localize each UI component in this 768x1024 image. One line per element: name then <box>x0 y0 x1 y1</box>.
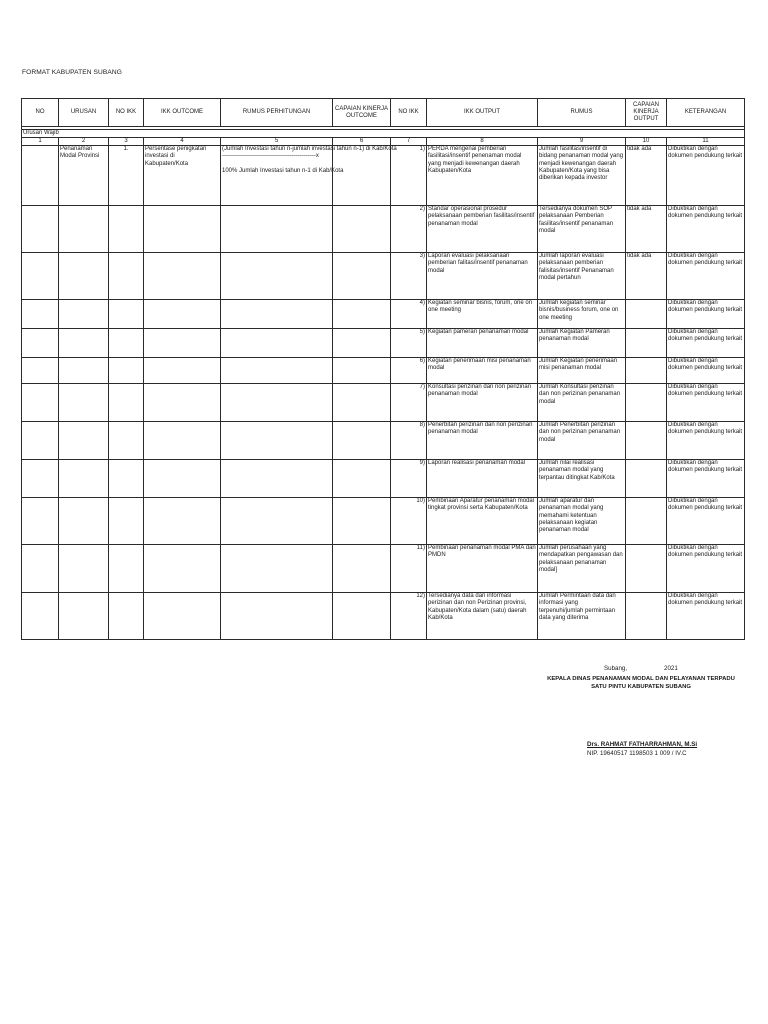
cell-keterangan: Dibuktikan dengan dokumen pendukung terkait <box>667 384 745 422</box>
cell-ikk-output: Laporan evaluasi pelaksanaan pemberian falitas/insentif penanaman modal <box>427 253 538 300</box>
cell-no-ikk-output: 8) <box>391 422 427 460</box>
cell-ikk-output: Penerbitan perizinan dan non perizinan penanaman modal <box>427 422 538 460</box>
cell-no-ikk-output: 11) <box>391 545 427 593</box>
cell-no <box>22 300 59 329</box>
cell-rumus: Jumlah Penerbitan perizinan dan non perizinan penanaman modal <box>538 422 626 460</box>
cell-rumus-perhitungan <box>221 358 333 384</box>
cell-rumus: Jumlah Konsultasi perizinan dan non perizinan penanaman modal <box>538 384 626 422</box>
cell-rumus: Jumlah perusahaan yang mendapatkan pengawasan dan pelaksanaan penanaman modal] <box>538 545 626 593</box>
signature-year: 2021 <box>664 665 678 672</box>
cell-ikk-output: Konsultasi perizinan dan non perizinan penanaman modal <box>427 384 538 422</box>
table-row <box>22 253 745 300</box>
col-number: 3 <box>109 138 144 146</box>
cell-keterangan: Dibuktikan dengan dokumen pendukung terkait <box>667 545 745 593</box>
cell-ikk-output: PERDA mengenai pemberian fasilitasi/insentif penenaman modal yang menjadi kewenangan daerah Kabupaten/Kota <box>427 146 538 206</box>
formula-denominator: 100% Jumlah Investasi tahun n-1 di Kab/Kota <box>222 167 344 174</box>
table-row <box>22 460 745 498</box>
table-row <box>22 593 745 640</box>
cell-urusan: Penanaman Modal Provinsi <box>59 146 109 206</box>
cell-capaian-output <box>626 498 667 545</box>
col-header-capaian-outcome: CAPAIAN KINERJA OUTCOME <box>333 99 391 127</box>
cell-rumus-perhitungan <box>221 422 333 460</box>
cell-rumus-perhitungan <box>221 206 333 253</box>
cell-capaian-output <box>626 329 667 358</box>
col-number: 9 <box>538 138 626 146</box>
cell-ikk-outcome <box>144 329 221 358</box>
section-row <box>22 130 745 138</box>
cell-rumus: Jumlah Kegiatan Pameran penanaman modal <box>538 329 626 358</box>
cell-ikk-output: Pembinaan Aparatur penanaman modal tingkat provinsi serta Kabupaten/Kota <box>427 498 538 545</box>
cell-urusan <box>59 593 109 640</box>
cell-no <box>22 422 59 460</box>
cell-rumus: Jumlah laporan evaluasi pelaksanaan pemberian falisitas/insentif Penanaman modal pertahun <box>538 253 626 300</box>
cell-ikk-outcome <box>144 206 221 253</box>
cell-capaian-outcome <box>333 422 391 460</box>
col-header-no-ikk-output: NO IKK <box>391 99 427 127</box>
cell-no-ikk <box>109 460 144 498</box>
cell-no-ikk: 1. <box>109 146 144 206</box>
page-title: FORMAT KABUPATEN SUBANG <box>22 69 122 76</box>
cell-no <box>22 358 59 384</box>
section-label: Urusan Wajib <box>22 130 109 138</box>
cell-rumus-perhitungan <box>221 253 333 300</box>
formula-spacer <box>222 161 331 168</box>
cell-no <box>22 206 59 253</box>
cell-no-ikk-output: 1) <box>391 146 427 206</box>
col-number: 4 <box>144 138 221 146</box>
cell-ikk-output: Pembinaan penanaman modal PMA dan PMDN <box>427 545 538 593</box>
cell-capaian-output <box>626 545 667 593</box>
col-number: 10 <box>626 138 667 146</box>
cell-ikk-outcome <box>144 384 221 422</box>
cell-no-ikk-output: 3) <box>391 253 427 300</box>
header-row <box>22 99 745 127</box>
cell-rumus: Tersedianya dokumen SOP pelaksanaan Pemberian fasilitas/insentif penanaman modal <box>538 206 626 253</box>
cell-ikk-output: Kegiatan pameran penanaman modal <box>427 329 538 358</box>
cell-ikk-outcome <box>144 460 221 498</box>
cell-no <box>22 146 59 206</box>
cell-capaian-outcome <box>333 545 391 593</box>
col-number: 7 <box>391 138 427 146</box>
col-header-keterangan: KETERANGAN <box>667 99 745 127</box>
cell-capaian-outcome <box>333 206 391 253</box>
cell-ikk-outcome: Persentase penigkatan investasi di Kabupaten/Kota <box>144 146 221 206</box>
cell-ikk-output: Kegiatan seminar bisnis, forum, one on one meeting <box>427 300 538 329</box>
cell-no-ikk-output: 5) <box>391 329 427 358</box>
cell-ikk-output: Standar operasional prosedur pelaksanaan pemberian fasilitas/insentif penanaman modal <box>427 206 538 253</box>
cell-urusan <box>59 545 109 593</box>
col-number: 2 <box>59 138 109 146</box>
cell-keterangan: Dibuktikan dengan dokumen pendukung terkait <box>667 358 745 384</box>
cell-capaian-output <box>626 300 667 329</box>
column-number-row <box>22 138 745 146</box>
cell-capaian-outcome <box>333 253 391 300</box>
signature-nip: NIP. 19640517 1198503 1 009 / IV.C <box>587 750 687 757</box>
cell-no <box>22 498 59 545</box>
cell-rumus: Jumlah kegiatan seminar bisnis/business forum, one on one meeting <box>538 300 626 329</box>
cell-no-ikk-output: 6) <box>391 358 427 384</box>
cell-rumus: Jumlah nilai realisasi penanaman modal yang terpantau ditingkat Kab/Kota <box>538 460 626 498</box>
cell-rumus-perhitungan <box>221 545 333 593</box>
formula-numerator: (Jumlah Investasi tahun n-jumlah investasi tahun n-1) di Kab/Kota <box>222 146 397 152</box>
col-number: 6 <box>333 138 391 146</box>
cell-no-ikk <box>109 593 144 640</box>
cell-no-ikk <box>109 545 144 593</box>
table-row <box>22 545 745 593</box>
col-header-rumus: RUMUS <box>538 99 626 127</box>
cell-ikk-outcome <box>144 545 221 593</box>
cell-no-ikk <box>109 300 144 329</box>
cell-no-ikk-output: 10) <box>391 498 427 545</box>
table-row <box>22 498 745 545</box>
cell-capaian-output <box>626 422 667 460</box>
cell-capaian-outcome <box>333 358 391 384</box>
cell-urusan <box>59 384 109 422</box>
cell-urusan <box>59 206 109 253</box>
cell-no-ikk-output: 9) <box>391 460 427 498</box>
ikk-table <box>21 98 745 640</box>
cell-urusan <box>59 300 109 329</box>
cell-capaian-output <box>626 384 667 422</box>
cell-capaian-outcome <box>333 460 391 498</box>
col-header-ikk-output: IKK OUTPUT <box>427 99 538 127</box>
col-header-capaian-output: CAPAIAN KINERJA OUTPUT <box>626 99 667 127</box>
cell-capaian-outcome <box>333 146 391 206</box>
cell-capaian-output: tidak ada <box>626 253 667 300</box>
col-header-ikk-outcome: IKK OUTCOME <box>144 99 221 127</box>
cell-rumus-perhitungan <box>221 146 397 206</box>
col-header-no: NO <box>22 99 59 127</box>
cell-keterangan: Dibuktikan dengan dokumen pendukung terkait <box>667 253 745 300</box>
cell-rumus-perhitungan <box>221 329 333 358</box>
cell-ikk-output: Kegiatan penerimaan misi penanaman modal <box>427 358 538 384</box>
cell-no-ikk <box>109 358 144 384</box>
cell-no <box>22 329 59 358</box>
table-row <box>22 146 745 206</box>
col-number: 11 <box>667 138 745 146</box>
cell-capaian-outcome <box>333 384 391 422</box>
cell-no-ikk-output: 2) <box>391 206 427 253</box>
cell-ikk-outcome <box>144 253 221 300</box>
cell-capaian-outcome <box>333 329 391 358</box>
table-row <box>22 206 745 253</box>
table-row <box>22 358 745 384</box>
col-number: 8 <box>427 138 538 146</box>
signature-office: KEPALA DINAS PENANAMAN MODAL DAN PELAYANAN TERPADU SATU PINTU KABUPATEN SUBANG <box>547 676 735 690</box>
cell-keterangan: Dibuktikan dengan dokumen pendukung terkait <box>667 206 745 253</box>
signature-name: Drs. RAHMAT FATHARRAHMAN, M.Si <box>587 741 698 748</box>
cell-capaian-outcome <box>333 593 391 640</box>
cell-urusan <box>59 358 109 384</box>
cell-keterangan: Dibuktikan dengan dokumen pendukung terkait <box>667 460 745 498</box>
cell-capaian-outcome <box>333 300 391 329</box>
cell-no <box>22 384 59 422</box>
cell-ikk-output: Tersedianya data dan informasi perizinan dan non Perizinan provinsi, Kabupaten/Kota dalam (satu) daerah Kab/Kota <box>427 593 538 640</box>
cell-no-ikk-output: 12) <box>391 593 427 640</box>
cell-keterangan: Dibuktikan dengan dokumen pendukung terkait <box>667 593 745 640</box>
cell-no-ikk <box>109 384 144 422</box>
cell-rumus-perhitungan <box>221 498 333 545</box>
table-row <box>22 329 745 358</box>
cell-capaian-output <box>626 460 667 498</box>
col-number: 5 <box>221 138 333 146</box>
table-row <box>22 384 745 422</box>
col-header-rumus-perhitungan: RUMUS PERHITUNGAN <box>221 99 333 127</box>
cell-keterangan: Dibuktikan dengan dokumen pendukung terkait <box>667 146 745 206</box>
cell-no <box>22 253 59 300</box>
cell-rumus-perhitungan <box>221 300 333 329</box>
cell-rumus: Jumlah aparatur dan penanaman modal yang memahami ketentuan pelaksanaan kegiatan penanaman modal <box>538 498 626 545</box>
cell-urusan <box>59 460 109 498</box>
cell-keterangan: Dibuktikan dengan dokumen pendukung terkait <box>667 329 745 358</box>
cell-no <box>22 593 59 640</box>
table-row <box>22 300 745 329</box>
cell-rumus: Jumlah Permintaan data dan informasi yang terpenuhi/jumlah permintaan data yang diterima <box>538 593 626 640</box>
cell-no-ikk-output: 4) <box>391 300 427 329</box>
cell-rumus: Jumlah Kegiatan penerimaan misi penanaman modal <box>538 358 626 384</box>
cell-capaian-output: tidak ada <box>626 206 667 253</box>
cell-no-ikk <box>109 498 144 545</box>
cell-capaian-outcome <box>333 498 391 545</box>
cell-urusan <box>59 498 109 545</box>
cell-no-ikk <box>109 206 144 253</box>
cell-no-ikk <box>109 422 144 460</box>
cell-rumus: Jumlah fasilitas/insentif di bidang penanaman modal yang menjadi kewenangan daerah Kabupaten/Kota yang bisa diberikan kepada investor <box>538 146 626 206</box>
cell-keterangan: Dibuktikan dengan dokumen pendukung terkait <box>667 422 745 460</box>
cell-ikk-output: Laporan realisasi penanaman modal <box>427 460 538 498</box>
signature-city: Subang, <box>604 665 628 672</box>
cell-no-ikk <box>109 253 144 300</box>
cell-ikk-outcome <box>144 422 221 460</box>
table-row <box>22 422 745 460</box>
cell-ikk-outcome <box>144 300 221 329</box>
cell-rumus-perhitungan <box>221 593 333 640</box>
cell-rumus-perhitungan <box>221 384 333 422</box>
cell-capaian-output <box>626 358 667 384</box>
cell-rumus-perhitungan <box>221 460 333 498</box>
cell-ikk-outcome <box>144 593 221 640</box>
col-number: 1 <box>22 138 59 146</box>
cell-urusan <box>59 329 109 358</box>
col-header-urusan: URUSAN <box>59 99 109 127</box>
cell-ikk-outcome <box>144 498 221 545</box>
cell-ikk-outcome <box>144 358 221 384</box>
cell-capaian-output: tidak ada <box>626 146 667 206</box>
cell-keterangan: Dibuktikan dengan dokumen pendukung terkait <box>667 498 745 545</box>
cell-capaian-output <box>626 593 667 640</box>
cell-no-ikk-output: 7) <box>391 384 427 422</box>
cell-keterangan: Dibuktikan dengan dokumen pendukung terkait <box>667 300 745 329</box>
cell-no <box>22 545 59 593</box>
cell-no <box>22 460 59 498</box>
col-header-no-ikk: NO IKK <box>109 99 144 127</box>
formula-divider: -----------------------------------------------x <box>222 153 319 160</box>
cell-urusan <box>59 422 109 460</box>
cell-no-ikk <box>109 329 144 358</box>
cell-urusan <box>59 253 109 300</box>
